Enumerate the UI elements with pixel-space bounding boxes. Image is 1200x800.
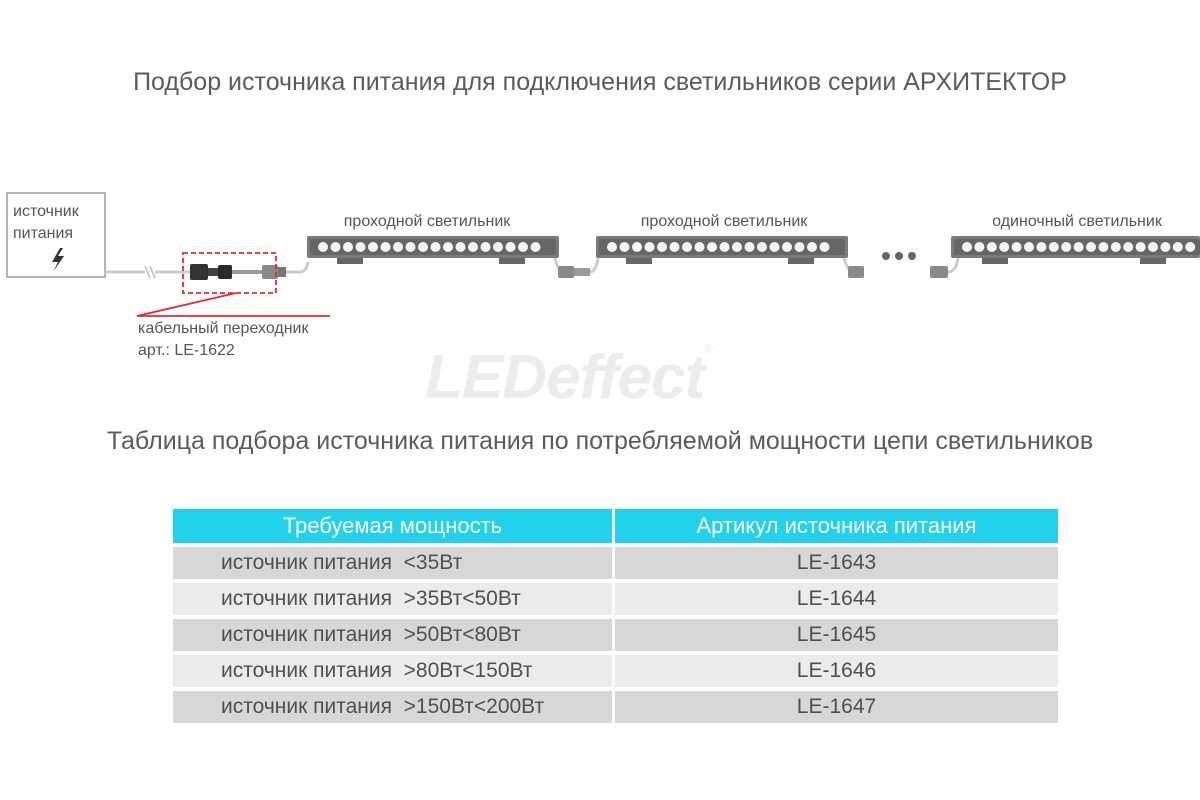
led-dot bbox=[732, 242, 742, 252]
cable-break-icon bbox=[145, 266, 155, 278]
led-dot bbox=[682, 242, 692, 252]
led-dot bbox=[1049, 242, 1059, 252]
connector-3 bbox=[930, 258, 958, 278]
table-row bbox=[173, 583, 1058, 615]
led-dot bbox=[418, 242, 428, 252]
table-title: Таблица подбора источника питания по потребляемой мощности цепи светильников bbox=[106, 427, 1094, 455]
led-dot bbox=[795, 242, 805, 252]
led-dot bbox=[820, 242, 830, 252]
led-dot bbox=[531, 242, 541, 252]
luminaire-3-label: одиночный светильник bbox=[992, 213, 1162, 230]
led-dot bbox=[368, 242, 378, 252]
led-dot bbox=[987, 242, 997, 252]
led-dot bbox=[1136, 242, 1146, 252]
ellipsis-icon bbox=[882, 252, 916, 260]
led-dot bbox=[1185, 242, 1195, 252]
led-dot bbox=[1173, 242, 1183, 252]
connector-2 bbox=[848, 266, 864, 278]
led-dot bbox=[974, 242, 984, 252]
article-cell: LE-1645 bbox=[615, 619, 1058, 651]
power-cell: источник питания >35Вт<50Вт bbox=[173, 583, 612, 615]
power-source bbox=[7, 193, 105, 277]
luminaire-2-label: проходной светильник bbox=[640, 213, 808, 230]
led-dot bbox=[1160, 242, 1170, 252]
led-dot bbox=[343, 242, 353, 252]
led-dot bbox=[481, 242, 491, 252]
led-dot bbox=[1024, 242, 1034, 252]
adapter-article: арт.: LE-1622 bbox=[138, 342, 235, 359]
power-cell: источник питания <35Вт bbox=[173, 547, 612, 579]
led-dot bbox=[406, 242, 416, 252]
led-dot bbox=[1098, 242, 1108, 252]
led-dot bbox=[381, 242, 391, 252]
led-dot bbox=[1074, 242, 1084, 252]
led-dot bbox=[807, 242, 817, 252]
led-dot bbox=[620, 242, 630, 252]
led-dot bbox=[962, 242, 972, 252]
table-row bbox=[173, 655, 1058, 687]
header-article: Артикул источника питания bbox=[615, 509, 1058, 543]
power-source-label-line1: источник bbox=[13, 203, 79, 220]
led-dot bbox=[745, 242, 755, 252]
watermark-logo: LEDeffect® bbox=[425, 342, 713, 412]
adapter-pointer-line bbox=[137, 293, 236, 316]
led-dot bbox=[720, 242, 730, 252]
led-dot bbox=[1086, 242, 1096, 252]
led-dot bbox=[695, 242, 705, 252]
power-source-label-line2: питания bbox=[13, 225, 74, 242]
led-dot bbox=[318, 242, 328, 252]
adapter-label: кабельный переходник bbox=[138, 320, 309, 337]
led-dot bbox=[518, 242, 528, 252]
table-row bbox=[173, 619, 1058, 651]
article-cell: LE-1643 bbox=[615, 547, 1058, 579]
led-dot bbox=[393, 242, 403, 252]
page-title: Подбор источника питания для подключения светильников серии АРХИТЕКТОР bbox=[133, 68, 1067, 96]
led-dot bbox=[632, 242, 642, 252]
led-dot bbox=[431, 242, 441, 252]
led-dot bbox=[707, 242, 717, 252]
led-dot bbox=[657, 242, 667, 252]
led-dot bbox=[1111, 242, 1121, 252]
luminaire-1-label: проходной светильник bbox=[343, 213, 511, 230]
led-dot bbox=[670, 242, 680, 252]
table-row bbox=[173, 547, 1058, 579]
led-dot bbox=[1148, 242, 1158, 252]
power-cell: источник питания >80Вт<150Вт bbox=[173, 655, 612, 687]
cable-adapter bbox=[183, 253, 286, 293]
article-cell: LE-1644 bbox=[615, 583, 1058, 615]
led-dot bbox=[1036, 242, 1046, 252]
led-dot bbox=[443, 242, 453, 252]
luminaire-2 bbox=[596, 213, 854, 272]
led-dot bbox=[770, 242, 780, 252]
power-cell: источник питания >50Вт<80Вт bbox=[173, 619, 612, 651]
header-required-power: Требуемая мощность bbox=[173, 509, 612, 543]
led-dot bbox=[506, 242, 516, 252]
led-dot bbox=[782, 242, 792, 252]
wiring-diagram bbox=[0, 150, 1200, 370]
led-dot bbox=[356, 242, 366, 252]
led-dot bbox=[999, 242, 1009, 252]
led-dot bbox=[645, 242, 655, 252]
led-dot bbox=[1061, 242, 1071, 252]
power-supply-table bbox=[170, 505, 1061, 727]
led-dot bbox=[607, 242, 617, 252]
led-dot bbox=[468, 242, 478, 252]
luminaire-3 bbox=[951, 213, 1200, 264]
connector-1 bbox=[558, 258, 598, 278]
power-cell: источник питания >150Вт<200Вт bbox=[173, 691, 612, 723]
led-dot bbox=[456, 242, 466, 252]
led-dot bbox=[757, 242, 767, 252]
table-row bbox=[173, 691, 1058, 723]
led-dot bbox=[493, 242, 503, 252]
luminaire-1 bbox=[307, 213, 564, 272]
article-cell: LE-1647 bbox=[615, 691, 1058, 723]
led-dot bbox=[331, 242, 341, 252]
led-dot bbox=[1012, 242, 1022, 252]
led-dot bbox=[1123, 242, 1133, 252]
article-cell: LE-1646 bbox=[615, 655, 1058, 687]
